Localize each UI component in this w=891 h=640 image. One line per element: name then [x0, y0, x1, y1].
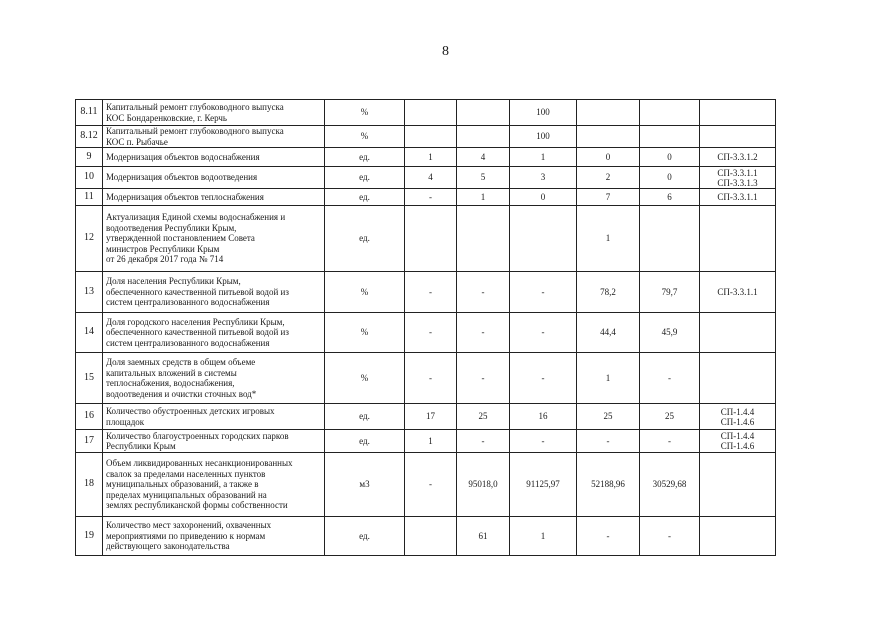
value-cell — [577, 126, 640, 148]
unit-cell: ед. — [325, 404, 405, 430]
reference-cell — [700, 517, 776, 556]
unit-cell: ед. — [325, 167, 405, 189]
value-cell: - — [510, 353, 577, 404]
value-cell: - — [640, 517, 700, 556]
indicator-name — [103, 517, 325, 556]
value-cell: 0 — [640, 167, 700, 189]
value-cell: - — [457, 313, 510, 353]
value-cell: 1 — [405, 148, 457, 167]
indicator-name-line: водоотведения Республики Крым, — [106, 222, 237, 233]
row-number: 8.11 — [76, 100, 103, 126]
reference-cell — [700, 353, 776, 404]
indicator-name — [103, 167, 325, 189]
value-cell: 30529,68 — [640, 453, 700, 517]
row-number: 10 — [76, 167, 103, 189]
value-cell: 25 — [640, 404, 700, 430]
indicator-name-line: площадок — [106, 416, 145, 427]
value-cell: 0 — [577, 148, 640, 167]
indicator-name — [103, 189, 325, 206]
value-cell: 1 — [405, 430, 457, 453]
indicator-name-line: муниципальных образований, а также в — [106, 479, 259, 490]
reference-cell: СП-1.4.4 СП-1.4.6 — [700, 430, 776, 453]
unit-cell: ед. — [325, 189, 405, 206]
value-cell: 25 — [577, 404, 640, 430]
indicator-name-line: пределах муниципальных образований на — [106, 489, 267, 500]
row-number: 14 — [76, 313, 103, 353]
indicator-name-line: от 26 декабря 2017 года № 714 — [106, 254, 224, 265]
indicator-name — [103, 148, 325, 167]
reference-cell — [700, 313, 776, 353]
value-cell: 100 — [510, 100, 577, 126]
table-row — [76, 430, 837, 453]
indicator-name — [103, 453, 325, 517]
value-cell: - — [405, 272, 457, 313]
indicator-name-line: Количество благоустроенных городских парков — [106, 430, 289, 441]
value-cell: 5 — [457, 167, 510, 189]
value-cell: 61 — [457, 517, 510, 556]
table-row — [76, 272, 837, 313]
indicator-name-line: КОС п. Рыбачье — [106, 136, 168, 147]
value-cell: 6 — [640, 189, 700, 206]
value-cell: 78,2 — [577, 272, 640, 313]
value-cell — [640, 206, 700, 272]
row-number: 18 — [76, 453, 103, 517]
value-cell: - — [457, 272, 510, 313]
indicator-name — [103, 272, 325, 313]
value-cell — [457, 206, 510, 272]
indicator-name-line: Модернизация объектов теплоснабжения — [106, 191, 264, 202]
indicator-name-line: обеспеченного качественной питьевой водой из — [106, 286, 289, 297]
indicator-name-line: свалок за пределами населенных пунктов — [106, 468, 266, 479]
indicator-name-line: утвержденной постановлением Совета — [106, 233, 255, 244]
indicator-name-line: теплоснабжения, водоснабжения, — [106, 378, 235, 388]
value-cell: - — [577, 430, 640, 453]
value-cell: - — [405, 453, 457, 517]
reference-cell — [700, 126, 776, 148]
value-cell — [640, 100, 700, 126]
table-row — [76, 453, 837, 517]
value-cell: - — [457, 353, 510, 404]
value-cell — [405, 206, 457, 272]
value-cell: 45,9 — [640, 313, 700, 353]
indicator-name-line: систем централизованного водоснабжения — [106, 297, 270, 308]
value-cell — [405, 517, 457, 556]
indicator-name-line: Республики Крым — [106, 441, 176, 451]
indicators-table — [75, 99, 837, 556]
value-cell: 1 — [577, 353, 640, 404]
value-cell: 91125,97 — [510, 453, 577, 517]
indicator-name-line: Доля населения Республики Крым, — [106, 276, 241, 287]
value-cell: 52188,96 — [577, 453, 640, 517]
indicator-name — [103, 126, 325, 148]
value-cell: 1 — [577, 206, 640, 272]
table-row — [76, 167, 837, 189]
value-cell: 44,4 — [577, 313, 640, 353]
indicator-name — [103, 100, 325, 126]
indicator-name-line: обеспеченного качественной питьевой водой из — [106, 327, 289, 338]
value-cell: - — [510, 313, 577, 353]
value-cell: - — [405, 313, 457, 353]
indicator-name-line: мероприятиями по приведению к нормам — [106, 530, 266, 541]
row-number: 11 — [76, 189, 103, 206]
row-number: 8.12 — [76, 126, 103, 148]
indicator-name-line: Количество мест захоронений, охваченных — [106, 520, 272, 531]
unit-cell: % — [325, 313, 405, 353]
value-cell: 95018,0 — [457, 453, 510, 517]
value-cell — [577, 100, 640, 126]
value-cell — [405, 100, 457, 126]
indicator-name-line: Объем ликвидированных несанкционированных — [106, 458, 293, 469]
indicator-name-line: Количество обустроенных детских игровых — [106, 406, 275, 416]
value-cell — [405, 126, 457, 148]
reference-cell: СП-1.4.4 СП-1.4.6 — [700, 404, 776, 430]
table-row — [76, 206, 837, 272]
value-cell: - — [640, 353, 700, 404]
table-row — [76, 404, 837, 430]
table-row — [76, 148, 837, 167]
indicator-name-line: Актуализация Единой схемы водоснабжения и — [106, 212, 286, 223]
unit-cell: % — [325, 272, 405, 313]
unit-cell: % — [325, 353, 405, 404]
unit-cell: ед. — [325, 206, 405, 272]
indicator-name-line: капитальных вложений в системы — [106, 367, 237, 378]
value-cell: - — [405, 353, 457, 404]
value-cell: 16 — [510, 404, 577, 430]
indicator-name — [103, 313, 325, 353]
indicator-name-line: Капитальный ремонт глубоководного выпуска — [106, 126, 284, 136]
unit-cell: ед. — [325, 430, 405, 453]
row-number: 9 — [76, 148, 103, 167]
value-cell — [640, 126, 700, 148]
table-row — [76, 189, 837, 206]
value-cell: 7 — [577, 189, 640, 206]
unit-cell: % — [325, 100, 405, 126]
row-number: 15 — [76, 353, 103, 404]
row-number: 12 — [76, 206, 103, 272]
reference-cell: СП-3.3.1.1 — [700, 189, 776, 206]
table-row — [76, 126, 837, 148]
value-cell: 4 — [457, 148, 510, 167]
row-number: 13 — [76, 272, 103, 313]
reference-cell: СП-3.3.1.2 — [700, 148, 776, 167]
indicator-name — [103, 353, 325, 404]
reference-cell — [700, 100, 776, 126]
table-row — [76, 353, 837, 404]
value-cell: - — [457, 430, 510, 453]
indicator-name-line: Доля заемных средств в общем объеме — [106, 357, 256, 367]
indicator-name-line: министров Республики Крым — [106, 243, 220, 254]
value-cell: 1 — [510, 148, 577, 167]
value-cell: 1 — [510, 517, 577, 556]
table-row — [76, 517, 837, 556]
value-cell: - — [577, 517, 640, 556]
value-cell — [457, 100, 510, 126]
value-cell: - — [510, 430, 577, 453]
row-number: 16 — [76, 404, 103, 430]
unit-cell: ед. — [325, 517, 405, 556]
value-cell: 0 — [640, 148, 700, 167]
indicator-name-line: Капитальный ремонт глубоководного выпуска — [106, 102, 284, 112]
unit-cell: м3 — [325, 453, 405, 517]
indicator-name-line: Модернизация объектов водоотведения — [106, 172, 258, 183]
indicator-name-line: систем централизованного водоснабжения — [106, 337, 270, 348]
page-number: 8 — [442, 44, 449, 59]
value-cell — [457, 126, 510, 148]
value-cell: 100 — [510, 126, 577, 148]
indicator-name — [103, 430, 325, 453]
indicator-name — [103, 206, 325, 272]
table-row — [76, 100, 837, 126]
indicator-name-line: водоотведения и очистки сточных вод* — [106, 388, 257, 399]
value-cell: 17 — [405, 404, 457, 430]
value-cell: - — [405, 189, 457, 206]
value-cell: - — [640, 430, 700, 453]
value-cell: 1 — [457, 189, 510, 206]
table-row — [76, 313, 837, 353]
value-cell: - — [510, 272, 577, 313]
reference-cell — [700, 453, 776, 517]
reference-cell: СП-3.3.1.1 — [700, 272, 776, 313]
reference-cell: СП-3.3.1.1 СП-3.3.1.3 — [700, 167, 776, 189]
value-cell: 25 — [457, 404, 510, 430]
value-cell: 0 — [510, 189, 577, 206]
indicator-name-line: землях республиканской формы собственности — [106, 500, 288, 511]
row-number: 19 — [76, 517, 103, 556]
indicator-name — [103, 404, 325, 430]
value-cell: 2 — [577, 167, 640, 189]
reference-cell — [700, 206, 776, 272]
value-cell — [510, 206, 577, 272]
unit-cell: ед. — [325, 148, 405, 167]
unit-cell: % — [325, 126, 405, 148]
row-number: 17 — [76, 430, 103, 453]
value-cell: 3 — [510, 167, 577, 189]
indicator-name-line: Доля городского населения Республики Крым, — [106, 316, 285, 327]
indicator-name-line: действующего законодательства — [106, 541, 230, 552]
indicator-name-line: Модернизация объектов водоснабжения — [106, 151, 260, 162]
value-cell: 4 — [405, 167, 457, 189]
indicator-name-line: КОС Бондаренковские, г. Керчь — [106, 112, 228, 123]
value-cell: 79,7 — [640, 272, 700, 313]
